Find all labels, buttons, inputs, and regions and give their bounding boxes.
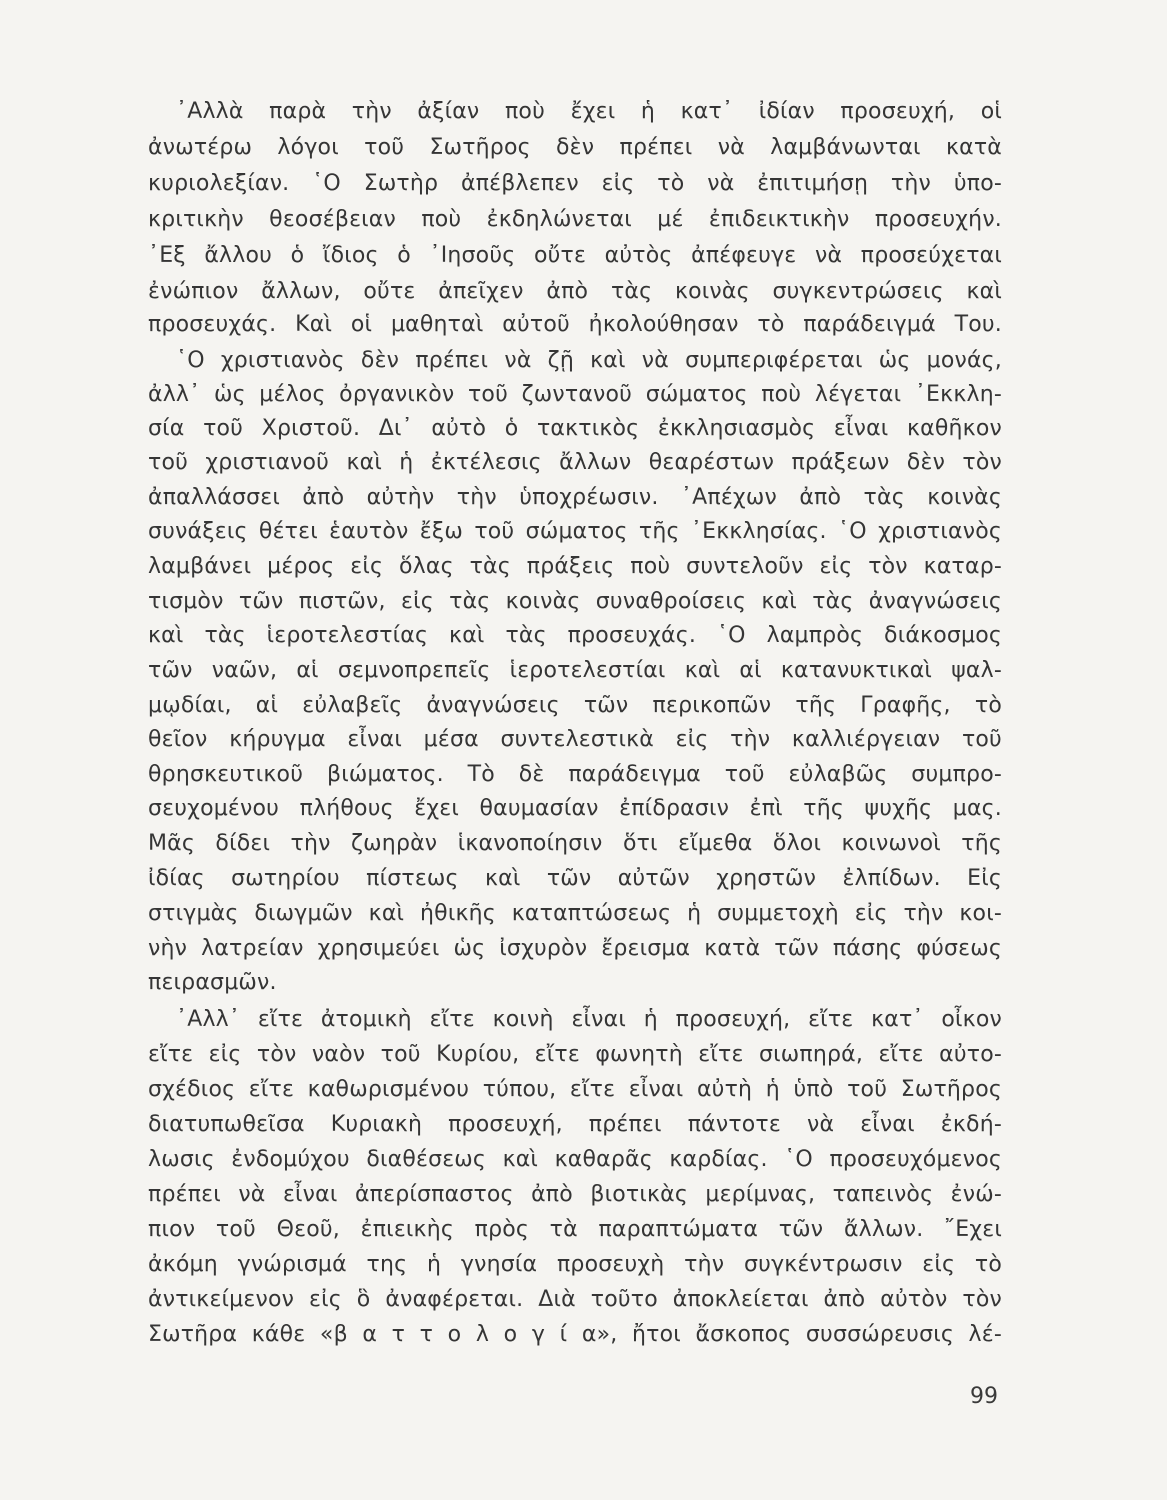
text-line: ἀνωτέρω λόγοι τοῦ Σωτῆρος δὲν πρέπει νὰ λαμβάνωνται κατὰ [148, 135, 1002, 160]
text-line: ἀντικείμενον εἰς ὃ ἀναφέρεται. Διὰ τοῦτο ἀποκλείεται ἀπὸ αὐτὸν τὸν [148, 1287, 1002, 1312]
text-line: συνάξεις θέτει ἑαυτὸν ἔξω τοῦ σώματος τῆς ᾿Εκκλησίας. ῾Ο χριστιανὸς [148, 519, 1002, 544]
text-line: ᾿Εξ ἄλλου ὁ ἴδιος ὁ ᾿Ιησοῦς οὔτε αὐτὸς ἀπέφευγε νὰ προσεύχεται [148, 243, 1002, 268]
text-line: θρησκευτικοῦ βιώματος. Τὸ δὲ παράδειγμα τοῦ εὐλαβῶς συμπρο- [148, 762, 1002, 787]
text-line: καὶ τὰς ἱεροτελεστίας καὶ τὰς προσευχάς. ῾Ο λαμπρὸς διάκοσμος [148, 623, 1002, 648]
text-line: νὴν λατρείαν χρησιμεύει ὡς ἰσχυρὸν ἔρεισμα κατὰ τῶν πάσης φύσεως [148, 936, 1002, 961]
text-line: ῾Ο χριστιανὸς δὲν πρέπει νὰ ζῇ καὶ νὰ συμπεριφέρεται ὡς μονάς, [176, 348, 1002, 373]
text-line: λωσις ἐνδομύχου διαθέσεως καὶ καθαρᾶς καρδίας. ῾Ο προσευχόμενος [148, 1147, 1002, 1172]
text-line: ἰδίας σωτηρίου πίστεως καὶ τῶν αὐτῶν χρηστῶν ἐλπίδων. Εἰς [148, 866, 1002, 891]
text-line: στιγμὰς διωγμῶν καὶ ἠθικῆς καταπτώσεως ἡ συμμετοχὴ εἰς τὴν κοι- [148, 901, 1002, 926]
text-line: κριτικὴν θεοσέβειαν ποὺ ἐκδηλώνεται μέ ἐπιδεικτικὴν προσευχήν. [148, 207, 1002, 232]
text-line: σία τοῦ Χριστοῦ. Δι᾿ αὐτὸ ὁ τακτικὸς ἐκκλησιασμὸς εἶναι καθῆκον [148, 416, 1002, 441]
text-line: διατυπωθεῖσα Κυριακὴ προσευχή, πρέπει πάντοτε νὰ εἶναι ἐκδή- [148, 1112, 1002, 1137]
text-line: σχέδιος εἴτε καθωρισμένου τύπου, εἴτε εἶναι αὐτὴ ἡ ὑπὸ τοῦ Σωτῆρος [148, 1077, 1002, 1102]
page-number: 99 [970, 1384, 998, 1409]
text-line: πιον τοῦ Θεοῦ, ἐπιεικὴς πρὸς τὰ παραπτώματα τῶν ἄλλων. ῎Εχει [148, 1217, 1002, 1242]
text-line: τῶν ναῶν, αἱ σεμνοπρεπεῖς ἱεροτελεστίαι καὶ αἱ κατανυκτικαὶ ψαλ- [148, 658, 1002, 683]
text-line: πρέπει νὰ εἶναι ἀπερίσπαστος ἀπὸ βιοτικὰς μερίμνας, ταπεινὸς ἐνώ- [148, 1182, 1002, 1207]
text-line: τισμὸν τῶν πιστῶν, εἰς τὰς κοινὰς συναθροίσεις καὶ τὰς ἀναγνώσεις [148, 589, 1002, 614]
text-line: σευχομένου πλήθους ἔχει θαυμασίαν ἐπίδρασιν ἐπὶ τῆς ψυχῆς μας. [148, 796, 1002, 821]
text-line: Σωτῆρα κάθε «β α τ τ ο λ ο γ ί α», ἤτοι ἄσκοπος συσσώρευσις λέ- [148, 1322, 1002, 1347]
text-line: κυριολεξίαν. ῾Ο Σωτὴρ ἀπέβλεπεν εἰς τὸ νὰ ἐπιτιμήσῃ τὴν ὑπο- [148, 171, 1002, 196]
text-line: ἀκόμη γνώρισμά της ἡ γνησία προσευχὴ τὴν συγκέντρωσιν εἰς τὸ [148, 1252, 1002, 1277]
text-line: λαμβάνει μέρος εἰς ὅλας τὰς πράξεις ποὺ συντελοῦν εἰς τὸν καταρ- [148, 554, 1002, 579]
text-line: Μᾶς δίδει τὴν ζωηρὰν ἱκανοποίησιν ὅτι εἴμεθα ὅλοι κοινωνοὶ τῆς [148, 831, 1002, 856]
text-line: ᾿Αλλ᾿ εἴτε ἀτομικὴ εἴτε κοινὴ εἶναι ἡ προσευχή, εἴτε κατ᾿ οἶκον [176, 1007, 1002, 1032]
text-line: προσευχάς. Καὶ οἱ μαθηταὶ αὐτοῦ ἠκολούθησαν τὸ παράδειγμά Του. [148, 312, 1002, 337]
text-line: εἴτε εἰς τὸν ναὸν τοῦ Κυρίου, εἴτε φωνητὴ εἴτε σιωπηρά, εἴτε αὐτο- [148, 1042, 1002, 1067]
text-line: μῳδίαι, αἱ εὐλαβεῖς ἀναγνώσεις τῶν περικοπῶν τῆς Γραφῆς, τὸ [148, 693, 1002, 718]
text-line: ἀλλ᾿ ὡς μέλος ὀργανικὸν τοῦ ζωντανοῦ σώματος ποὺ λέγεται ᾿Εκκλη- [148, 382, 1002, 407]
text-line: τοῦ χριστιανοῦ καὶ ἡ ἐκτέλεσις ἄλλων θεαρέστων πράξεων δὲν τὸν [148, 450, 1002, 475]
text-line: ᾿Αλλὰ παρὰ τὴν ἀξίαν ποὺ ἔχει ἡ κατ᾿ ἰδίαν προσευχή, οἱ [176, 99, 1002, 124]
text-line: θεῖον κήρυγμα εἶναι μέσα συντελεστικὰ εἰς τὴν καλλιέργειαν τοῦ [148, 727, 1002, 752]
text-line: ἀπαλλάσσει ἀπὸ αὐτὴν τὴν ὑποχρέωσιν. ᾿Απέχων ἀπὸ τὰς κοινὰς [148, 485, 1002, 510]
text-line: πειρασμῶν. [148, 970, 277, 995]
text-line: ἐνώπιον ἄλλων, οὔτε ἀπεῖχεν ἀπὸ τὰς κοινὰς συγκεντρώσεις καὶ [148, 279, 1002, 304]
